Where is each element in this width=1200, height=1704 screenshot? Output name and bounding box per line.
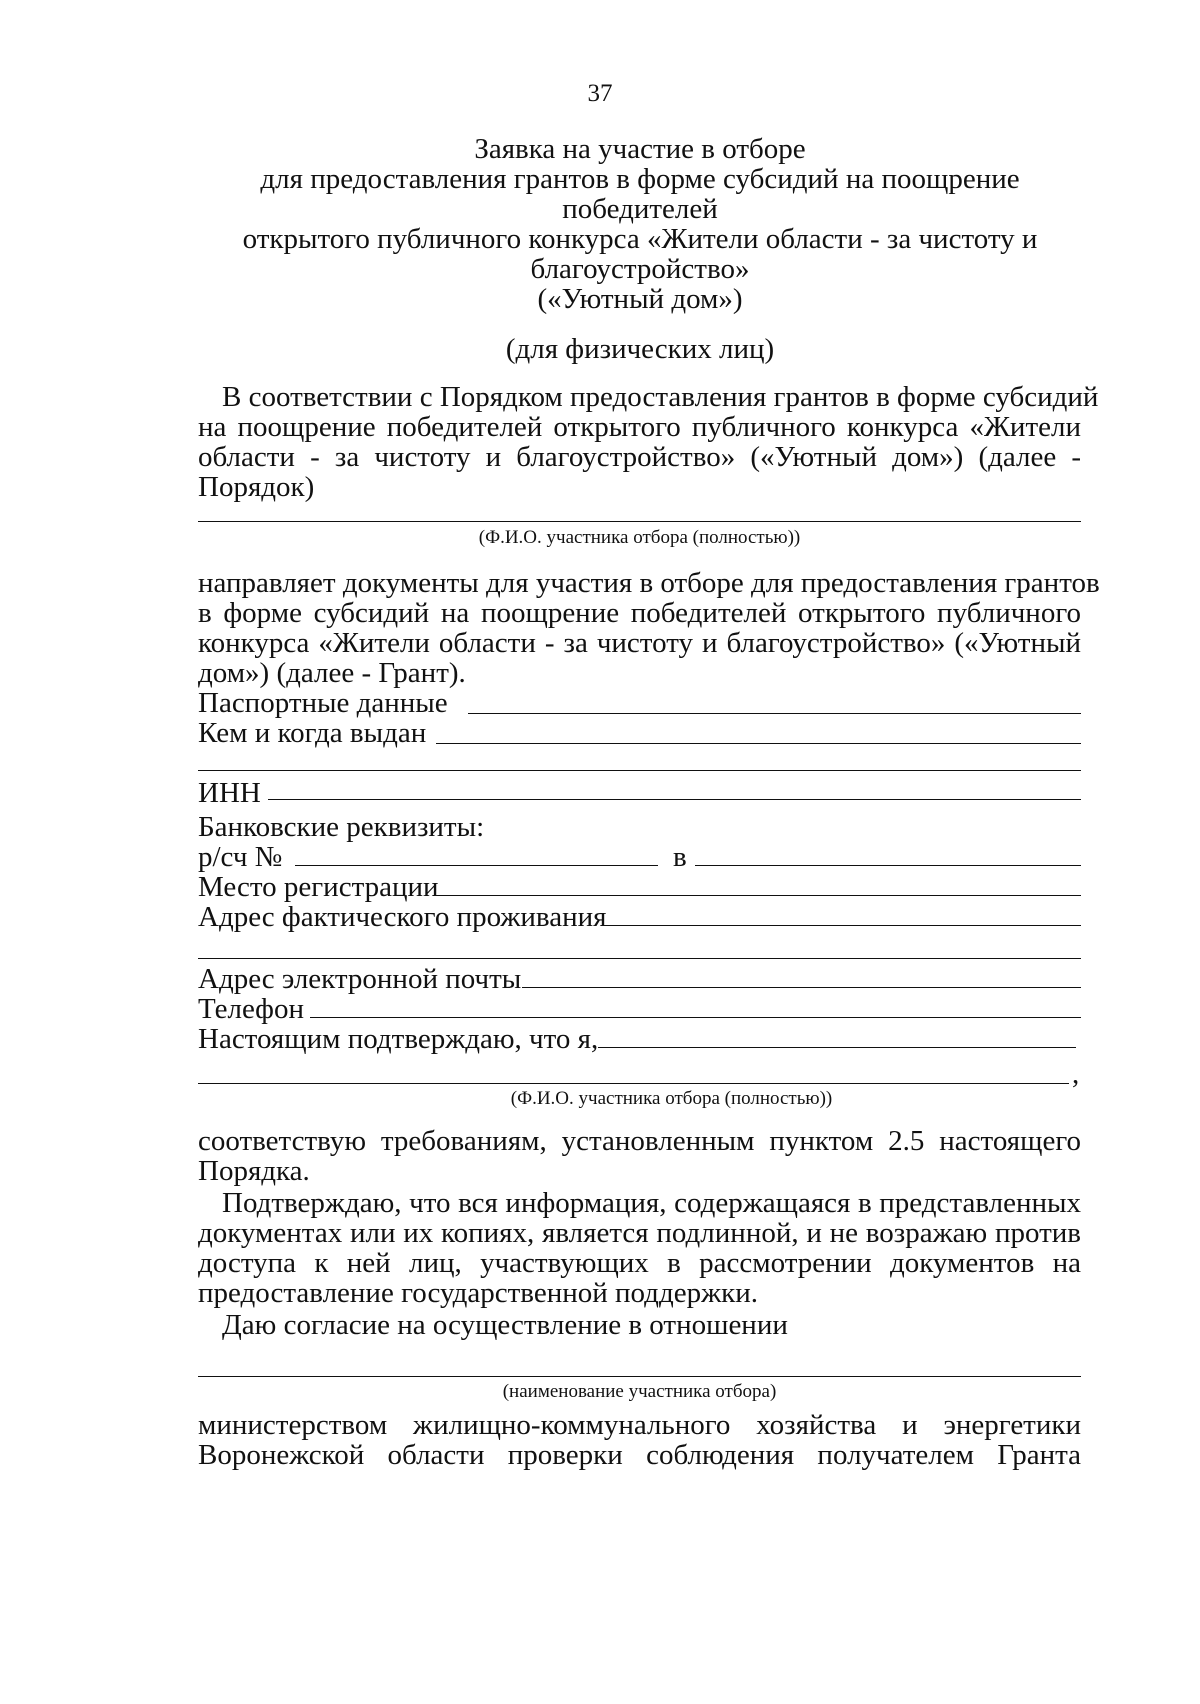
email-label: Адрес электронной почты — [198, 963, 522, 995]
directs-line-2: в форме субсидий на поощрение победителей открытого публичного — [198, 597, 1081, 629]
directs-line-3: конкурса «Жители области - за чистоту и благоустройство» («Уютный — [198, 627, 1081, 659]
intro-line-4: Порядок) — [198, 471, 315, 503]
confirmation-line-4: предоставление государственной поддержки. — [198, 1277, 758, 1309]
title-line-3: победителей — [562, 193, 718, 225]
title-line-1: Заявка на участие в отборе — [474, 133, 806, 165]
bank-details-label: Банковские реквизиты: — [198, 811, 485, 843]
phone-label: Телефон — [198, 993, 304, 1025]
title-line-5: благоустройство» — [530, 253, 750, 285]
confirmation-line-2: документах или их копиях, является подлинной, и не возражаю против — [198, 1217, 1081, 1249]
fio-line-2[interactable] — [198, 1083, 1069, 1084]
confirmation-line-1: Подтверждаю, что вся информация, содержащаяся в представленных — [222, 1187, 1081, 1219]
intro-line-3: области - за чистоту и благоустройство» («Уютный дом») (далее - — [198, 441, 1081, 473]
registration-label: Место регистрации — [198, 871, 439, 903]
ministry-line-2: Воронежской области проверки соблюдения получателем Гранта — [198, 1439, 1081, 1471]
comma: , — [1072, 1058, 1080, 1090]
consent-line: Даю согласие на осуществление в отношении — [222, 1309, 788, 1341]
issued-by-field[interactable] — [436, 743, 1081, 744]
participant-name-line[interactable] — [198, 1376, 1081, 1377]
subtitle: (для физических лиц) — [505, 333, 775, 365]
title-line-4: открытого публичного конкурса «Жители области - за чистоту и — [242, 223, 1038, 255]
account-label: р/сч № — [198, 841, 283, 873]
issued-by-label: Кем и когда выдан — [198, 717, 427, 749]
directs-line-4: дом») (далее - Грант). — [198, 657, 466, 689]
page-number: 37 — [587, 80, 613, 107]
email-field[interactable] — [522, 987, 1081, 988]
intro-line-1: В соответствии с Порядком предоставления грантов в форме субсидий — [222, 381, 1099, 413]
participant-caption: (наименование участника отбора) — [502, 1381, 777, 1402]
account-in-label: в — [673, 841, 687, 873]
bank-name-field[interactable] — [695, 865, 1081, 866]
title-line-2: для предоставления грантов в форме субсидий на поощрение — [260, 163, 1020, 195]
confirm-field[interactable] — [598, 1047, 1076, 1048]
directs-line-1: направляет документы для участия в отборе для предоставления грантов — [198, 567, 1100, 599]
passport-field[interactable] — [468, 713, 1081, 714]
actual-address-field-continued[interactable] — [198, 958, 1081, 959]
actual-address-label: Адрес фактического проживания — [198, 901, 607, 933]
compliance-line-2: Порядка. — [198, 1155, 310, 1187]
intro-line-2: на поощрение победителей открытого публичного конкурса «Жители — [198, 411, 1081, 443]
compliance-line-1: соответствую требованиям, установленным пунктом 2.5 настоящего — [198, 1125, 1081, 1157]
registration-field[interactable] — [433, 895, 1081, 896]
issued-by-field-continued[interactable] — [198, 770, 1081, 771]
inn-field[interactable] — [268, 799, 1081, 800]
confirm-label: Настоящим подтверждаю, что я, — [198, 1023, 599, 1055]
fio-caption-2: (Ф.И.О. участника отбора (полностью)) — [510, 1088, 833, 1109]
ministry-line-1: министерством жилищно-коммунального хозяйства и энергетики — [198, 1409, 1081, 1441]
passport-label: Паспортные данные — [198, 687, 448, 719]
fio-caption-1: (Ф.И.О. участника отбора (полностью)) — [478, 527, 801, 548]
confirmation-line-3: доступа к ней лиц, участвующих в рассмотрении документов на — [198, 1247, 1081, 1279]
title-line-6: («Уютный дом») — [537, 283, 743, 315]
actual-address-field[interactable] — [601, 925, 1081, 926]
phone-field[interactable] — [310, 1017, 1081, 1018]
inn-label: ИНН — [198, 777, 261, 809]
account-field[interactable] — [295, 865, 658, 866]
fio-line-1[interactable] — [198, 521, 1081, 522]
